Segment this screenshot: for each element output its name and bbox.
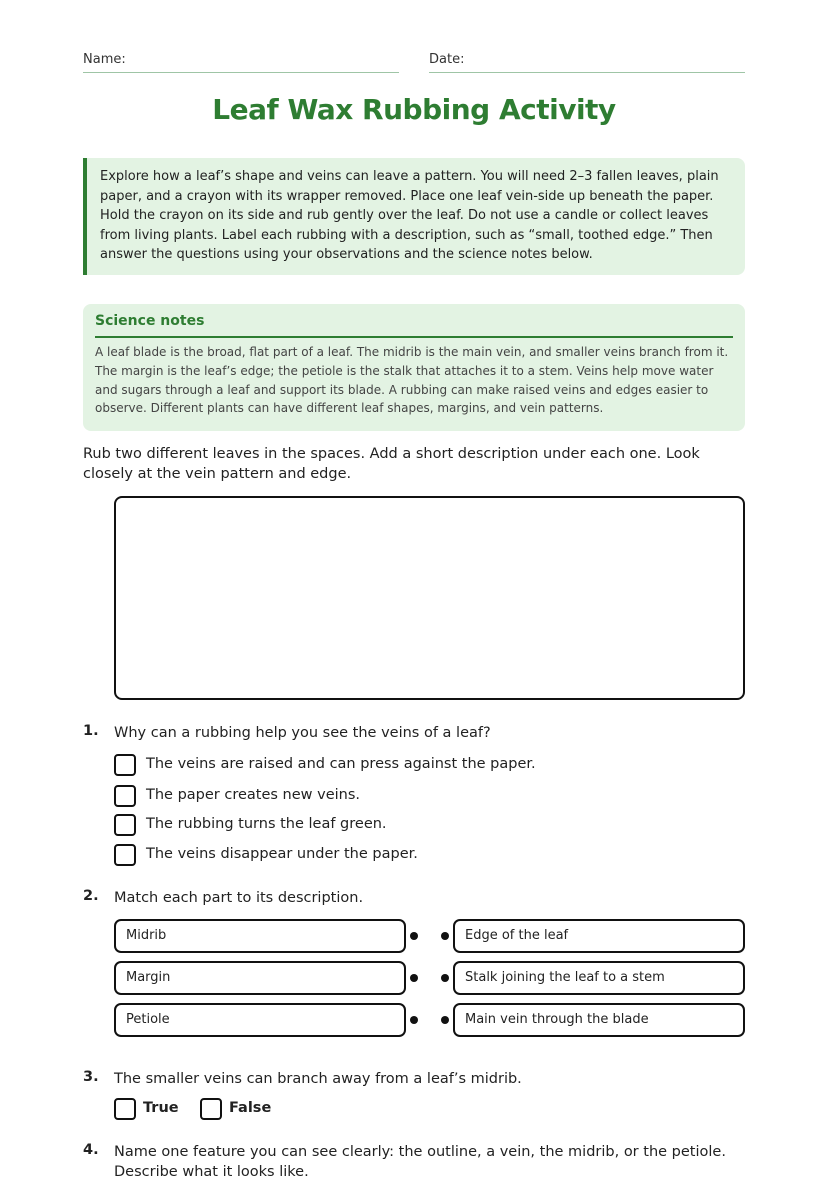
match-dot-right[interactable]	[441, 974, 449, 982]
match-description-1[interactable]: Edge of the leaf	[453, 919, 745, 953]
checkbox[interactable]	[114, 754, 136, 776]
question-number: 1.	[83, 723, 99, 739]
question-2	[83, 888, 745, 908]
question-number: 2.	[83, 888, 99, 904]
question-text: The smaller veins can branch away from a leaf’s midrib.	[114, 1071, 522, 1087]
name-label: Name:	[83, 52, 126, 67]
match-dot-right[interactable]	[441, 1016, 449, 1024]
header-fields	[83, 51, 745, 73]
name-field[interactable]	[83, 51, 399, 73]
question-text: Why can a rubbing help you see the veins of a leaf?	[114, 725, 491, 741]
match-term-margin[interactable]: Margin	[114, 961, 406, 995]
science-notes-box	[83, 304, 745, 431]
rubbing-area[interactable]	[114, 496, 745, 700]
science-notes-body: A leaf blade is the broad, flat part of a leaf. The midrib is the main vein, and smaller veins branch from it. The margin is the leaf’s edge; the petiole is the stalk that attaches it to a stem. Veins help move water and sugars through a leaf and support its blade. A rubbing can make raised veins and edges easier to observe. Different plants can have different leaf shapes, margins, and vein patterns.	[95, 345, 729, 416]
checkbox[interactable]	[114, 1098, 136, 1120]
option-label: True	[143, 1100, 179, 1116]
science-notes-title: Science notes	[95, 313, 733, 338]
match-description-2[interactable]: Stalk joining the leaf to a stem	[453, 961, 745, 995]
option-label: The veins are raised and can press against the paper.	[146, 756, 536, 772]
rubbing-instructions: Rub two different leaves in the spaces. Add a short description under each one. Look closely at the vein pattern and edge.	[83, 446, 700, 482]
checkbox[interactable]	[114, 814, 136, 836]
question-3	[83, 1069, 745, 1089]
page-title: Leaf Wax Rubbing Activity	[212, 93, 616, 126]
option-label: The paper creates new veins.	[146, 787, 361, 803]
checkbox[interactable]	[114, 785, 136, 807]
match-description-3[interactable]: Main vein through the blade	[453, 1003, 745, 1037]
date-field[interactable]	[429, 51, 745, 73]
match-term-midrib[interactable]: Midrib	[114, 919, 406, 953]
option-label: The rubbing turns the leaf green.	[146, 816, 387, 832]
question-text: Name one feature you can see clearly: the outline, a vein, the midrib, or the petiole. Describe what it looks like.	[114, 1144, 726, 1180]
match-dot-right[interactable]	[441, 932, 449, 940]
option-label: The veins disappear under the paper.	[146, 846, 418, 862]
question-number: 3.	[83, 1069, 99, 1085]
intro-box: Explore how a leaf’s shape and veins can leave a pattern. You will need 2–3 fallen leaves, plain paper, and a crayon with its wrapper removed. Place one leaf vein-side up beneath the paper. Hold the crayon on its side and rub gently over the leaf. Do not use a candle or collect leaves from living plants. Label each rubbing with a description, such as “small, toothed edge.” Then answer the questions using your observations and the science notes below.	[83, 158, 745, 275]
question-4	[83, 1142, 745, 1180]
option-label: False	[229, 1100, 272, 1116]
checkbox[interactable]	[200, 1098, 222, 1120]
match-term-petiole[interactable]: Petiole	[114, 1003, 406, 1037]
question-text: Match each part to its description.	[114, 890, 364, 906]
match-dot-left[interactable]	[410, 932, 418, 940]
question-1	[83, 723, 745, 743]
match-dot-left[interactable]	[410, 1016, 418, 1024]
question-number: 4.	[83, 1142, 99, 1158]
match-dot-left[interactable]	[410, 974, 418, 982]
checkbox[interactable]	[114, 844, 136, 866]
date-label: Date:	[429, 52, 465, 67]
